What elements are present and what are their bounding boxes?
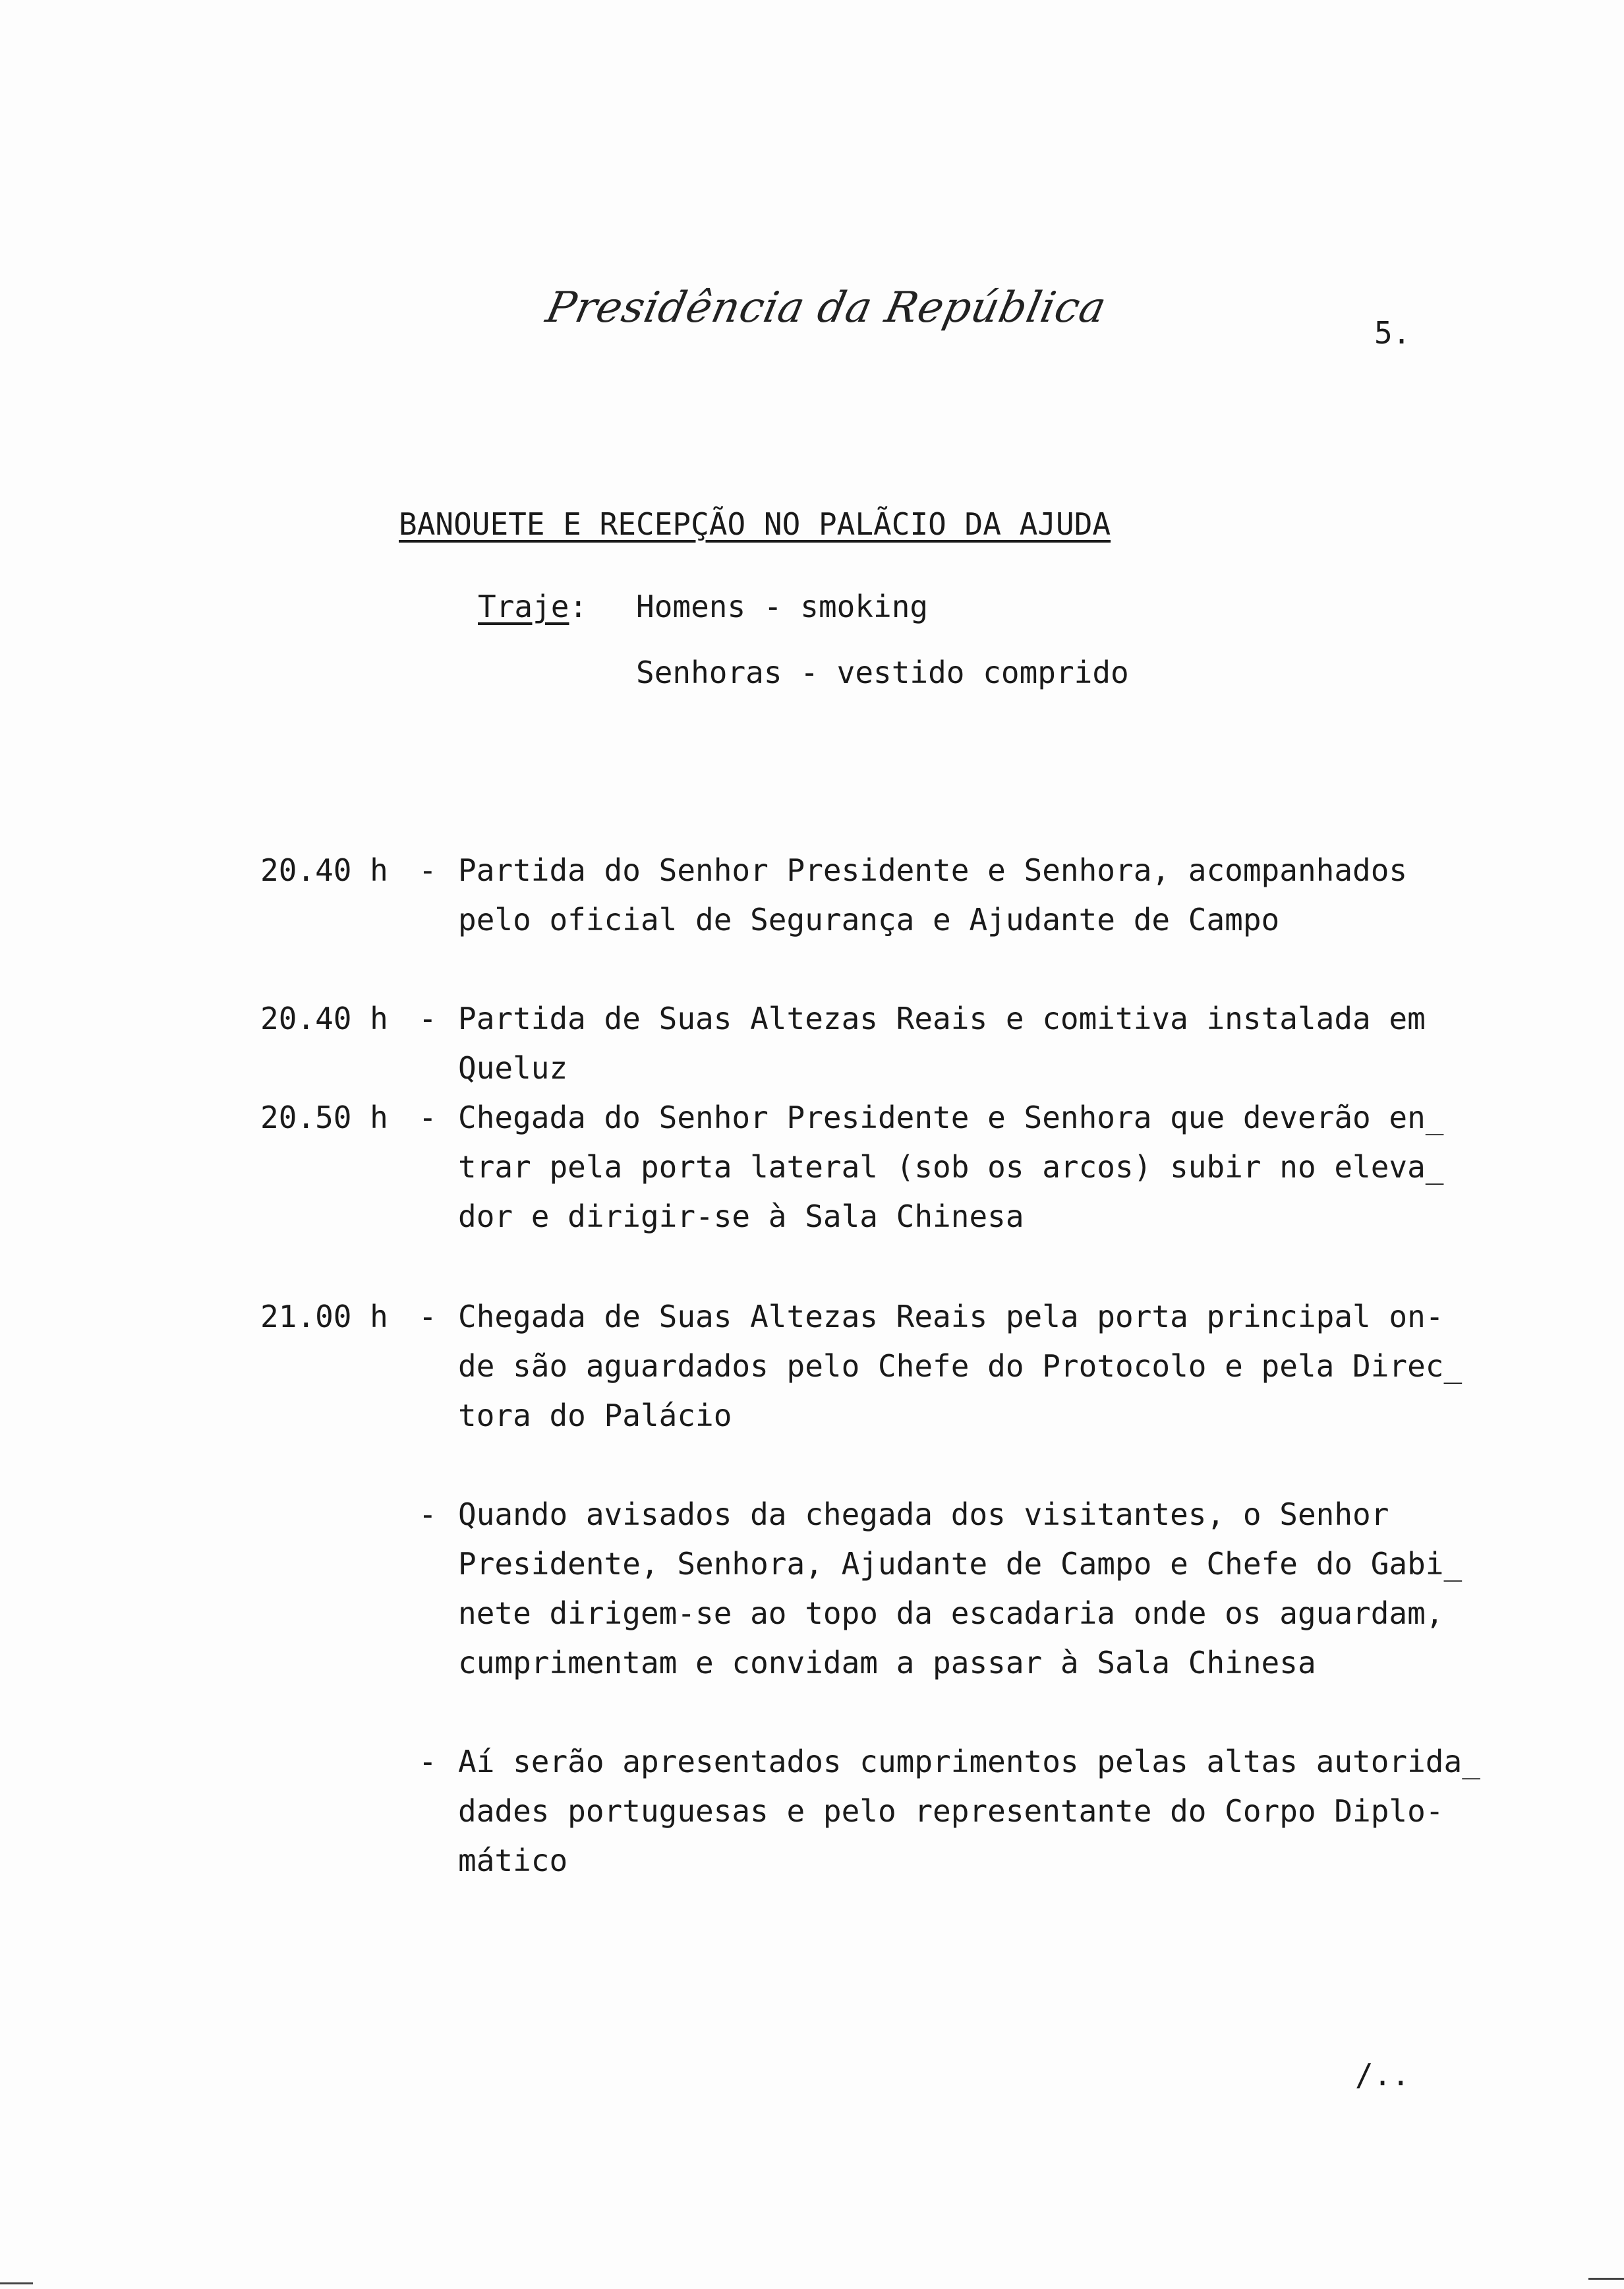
entry-time: 20.50 h xyxy=(260,1100,388,1135)
entry-dash: - xyxy=(419,1100,437,1135)
dress-code-separator: : xyxy=(569,589,588,624)
letterhead: Presidência da República xyxy=(542,283,1111,332)
continuation-mark: /.. xyxy=(1355,2057,1410,2093)
dress-code-women: Senhoras - vestido comprido xyxy=(636,655,1129,690)
entry-dash: - xyxy=(419,1001,437,1036)
entry-text: Quando avisados da chegada dos visitantes, o Senhor Presidente, Senhora, Ajudante de Campo e Chefe do Gabi̲ nete dirigem-se ao topo da escadaria onde os aguardam, cumprimentam e convidam a passar à Sala Chinesa xyxy=(458,1497,1463,1680)
dress-code-men: Homens - smoking xyxy=(636,589,929,624)
entry-dash: - xyxy=(419,1299,437,1334)
dress-code-label xyxy=(478,589,587,624)
entry-text: Chegada do Senhor Presidente e Senhora que deverão en̲ trar pela porta lateral (sob os arcos) subir no eleva̲ dor e dirigir-se à Sala Chinesa xyxy=(458,1100,1444,1234)
section-title: BANOUETE E RECEPÇÃO NO PALÃCIO DA AJUDA xyxy=(399,506,1111,542)
page-number: 5. xyxy=(1374,315,1411,351)
entry-time: 21.00 h xyxy=(260,1299,388,1334)
entry-time: 20.40 h xyxy=(260,852,388,888)
entry-text: Aí serão apresentados cumprimentos pelas altas autorida̲ dades portuguesas e pelo representante do Corpo Diplo- mático xyxy=(458,1744,1480,1878)
entry-dash: - xyxy=(419,1497,437,1532)
entry-text: Partida de Suas Altezas Reais e comitiva instalada em Queluz xyxy=(458,1001,1426,1086)
entry-dash: - xyxy=(419,852,437,888)
scan-edge-mark-left xyxy=(0,2282,33,2284)
entry-dash: - xyxy=(419,1744,437,1779)
scan-edge-mark-right xyxy=(1588,2278,1624,2280)
entry-time: 20.40 h xyxy=(260,1001,388,1036)
entry-text: Chegada de Suas Altezas Reais pela porta principal on- de são aguardados pelo Chefe do Protocolo e pela Direc̲ tora do Palácio xyxy=(458,1299,1463,1433)
entry-text: Partida do Senhor Presidente e Senhora, acompanhados pelo oficial de Segurança e Ajudante de Campo xyxy=(458,852,1408,937)
dress-code-label-text: Traje xyxy=(478,589,569,624)
